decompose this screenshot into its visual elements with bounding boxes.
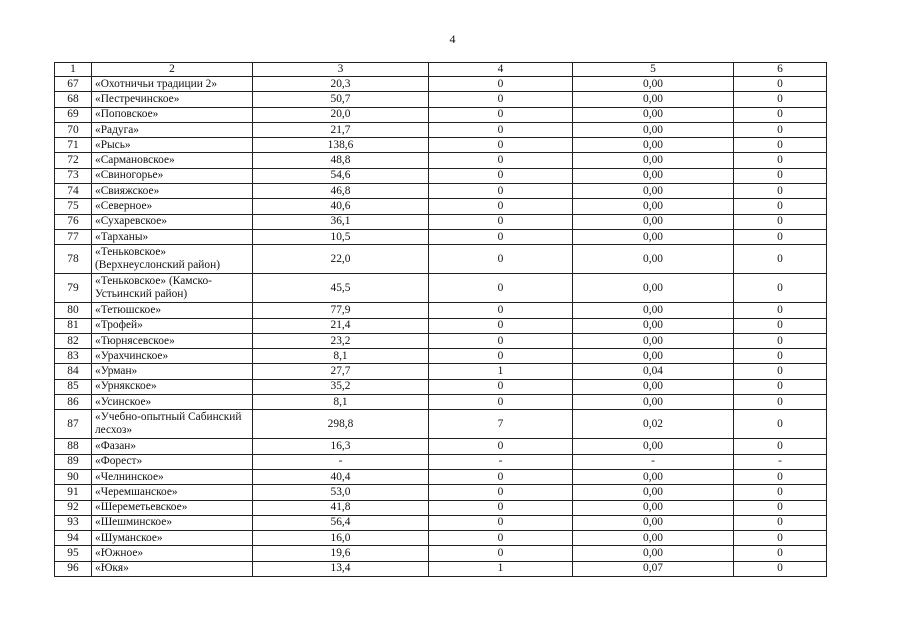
row-number-cell: 74 <box>55 184 92 199</box>
row-name-cell: «Фазан» <box>92 439 253 454</box>
row-value-cell-4: 0 <box>429 395 573 410</box>
row-name-cell: «Теньковское» (Камско-Устьинский район) <box>92 274 253 303</box>
row-number-cell: 80 <box>55 303 92 318</box>
row-value-cell-5: 0,00 <box>573 245 734 274</box>
row-value-cell-4: 0 <box>429 469 573 484</box>
row-value-cell-3: 77,9 <box>253 303 429 318</box>
row-value-cell-3: 56,4 <box>253 515 429 530</box>
row-number-cell: 73 <box>55 168 92 183</box>
row-value-cell-4: 0 <box>429 485 573 500</box>
row-value-cell-5: 0,00 <box>573 214 734 229</box>
row-name-cell: «Юкя» <box>92 561 253 576</box>
row-value-cell-5: 0,00 <box>573 77 734 92</box>
row-number-cell: 91 <box>55 485 92 500</box>
row-number-cell: 96 <box>55 561 92 576</box>
row-value-cell-3: 19,6 <box>253 546 429 561</box>
row-number-cell: 94 <box>55 531 92 546</box>
row-value-cell-3: 23,2 <box>253 333 429 348</box>
row-value-cell-3: 40,4 <box>253 469 429 484</box>
row-name-cell: «Свияжское» <box>92 184 253 199</box>
row-value-cell-4: 0 <box>429 500 573 515</box>
row-value-cell-4: 0 <box>429 199 573 214</box>
row-value-cell-5: 0,02 <box>573 410 734 439</box>
row-name-cell: «Северное» <box>92 199 253 214</box>
row-name-cell: «Урахчинское» <box>92 349 253 364</box>
row-value-cell-4: 1 <box>429 561 573 576</box>
table-row <box>55 318 827 333</box>
table-row <box>55 349 827 364</box>
row-number-cell: 85 <box>55 379 92 394</box>
row-value-cell-6: 0 <box>734 469 827 484</box>
row-name-cell: «Охотничьи традиции 2» <box>92 77 253 92</box>
table-row <box>55 410 827 439</box>
row-value-cell-5: 0,00 <box>573 229 734 244</box>
row-value-cell-5: 0,00 <box>573 274 734 303</box>
table-row <box>55 546 827 561</box>
row-value-cell-3: - <box>253 454 429 469</box>
row-value-cell-5: 0,00 <box>573 303 734 318</box>
row-value-cell-4: - <box>429 454 573 469</box>
row-value-cell-6: 0 <box>734 439 827 454</box>
row-value-cell-6: 0 <box>734 153 827 168</box>
row-value-cell-5: 0,00 <box>573 107 734 122</box>
row-value-cell-5: 0,00 <box>573 500 734 515</box>
row-value-cell-5: 0,00 <box>573 168 734 183</box>
header-cell-2: 2 <box>92 63 253 77</box>
row-value-cell-4: 0 <box>429 229 573 244</box>
row-value-cell-6: 0 <box>734 546 827 561</box>
table-row <box>55 274 827 303</box>
row-number-cell: 88 <box>55 439 92 454</box>
row-value-cell-4: 0 <box>429 138 573 153</box>
row-value-cell-3: 138,6 <box>253 138 429 153</box>
header-cell-3: 3 <box>253 63 429 77</box>
row-value-cell-5: 0,00 <box>573 439 734 454</box>
row-value-cell-5: 0,04 <box>573 364 734 379</box>
row-name-cell: «Челнинское» <box>92 469 253 484</box>
row-value-cell-3: 298,8 <box>253 410 429 439</box>
row-value-cell-4: 0 <box>429 349 573 364</box>
table-row <box>55 515 827 530</box>
row-name-cell: «Свиногорье» <box>92 168 253 183</box>
header-cell-5: 5 <box>573 63 734 77</box>
table-row <box>55 122 827 137</box>
row-value-cell-6: 0 <box>734 379 827 394</box>
row-number-cell: 81 <box>55 318 92 333</box>
row-value-cell-3: 36,1 <box>253 214 429 229</box>
row-value-cell-6: 0 <box>734 184 827 199</box>
table-row <box>55 245 827 274</box>
row-value-cell-3: 16,3 <box>253 439 429 454</box>
table-row <box>55 199 827 214</box>
table-row <box>55 364 827 379</box>
row-value-cell-3: 45,5 <box>253 274 429 303</box>
row-value-cell-4: 0 <box>429 168 573 183</box>
row-number-cell: 79 <box>55 274 92 303</box>
table-row <box>55 469 827 484</box>
table-row <box>55 531 827 546</box>
row-name-cell: «Теньковское» (Верхнеуслонский район) <box>92 245 253 274</box>
header-cell-4: 4 <box>429 63 573 77</box>
row-value-cell-6: 0 <box>734 168 827 183</box>
row-value-cell-4: 0 <box>429 515 573 530</box>
row-value-cell-6: 0 <box>734 561 827 576</box>
row-value-cell-4: 0 <box>429 122 573 137</box>
row-value-cell-6: 0 <box>734 515 827 530</box>
row-name-cell: «Рысь» <box>92 138 253 153</box>
row-number-cell: 69 <box>55 107 92 122</box>
row-value-cell-6: 0 <box>734 138 827 153</box>
row-name-cell: «Форест» <box>92 454 253 469</box>
row-number-cell: 70 <box>55 122 92 137</box>
row-value-cell-4: 0 <box>429 92 573 107</box>
row-value-cell-4: 0 <box>429 439 573 454</box>
row-value-cell-4: 0 <box>429 318 573 333</box>
row-value-cell-5: 0,00 <box>573 318 734 333</box>
row-value-cell-6: 0 <box>734 214 827 229</box>
row-number-cell: 68 <box>55 92 92 107</box>
row-value-cell-5: 0,00 <box>573 122 734 137</box>
row-name-cell: «Радуга» <box>92 122 253 137</box>
row-value-cell-6: 0 <box>734 500 827 515</box>
table-row <box>55 153 827 168</box>
row-value-cell-4: 0 <box>429 107 573 122</box>
row-name-cell: «Тарханы» <box>92 229 253 244</box>
row-name-cell: «Урман» <box>92 364 253 379</box>
table-row <box>55 333 827 348</box>
table-row <box>55 500 827 515</box>
row-number-cell: 78 <box>55 245 92 274</box>
row-value-cell-3: 21,4 <box>253 318 429 333</box>
row-value-cell-5: 0,00 <box>573 379 734 394</box>
row-value-cell-5: 0,00 <box>573 531 734 546</box>
row-value-cell-4: 0 <box>429 245 573 274</box>
row-name-cell: «Пестречинское» <box>92 92 253 107</box>
table-row <box>55 138 827 153</box>
row-value-cell-3: 53,0 <box>253 485 429 500</box>
row-number-cell: 72 <box>55 153 92 168</box>
row-value-cell-5: 0,07 <box>573 561 734 576</box>
row-value-cell-4: 7 <box>429 410 573 439</box>
table-row <box>55 184 827 199</box>
row-number-cell: 84 <box>55 364 92 379</box>
row-number-cell: 92 <box>55 500 92 515</box>
row-value-cell-4: 0 <box>429 333 573 348</box>
row-value-cell-4: 0 <box>429 184 573 199</box>
row-value-cell-3: 10,5 <box>253 229 429 244</box>
row-value-cell-5: 0,00 <box>573 395 734 410</box>
row-value-cell-5: 0,00 <box>573 184 734 199</box>
row-value-cell-3: 20,3 <box>253 77 429 92</box>
table-row <box>55 485 827 500</box>
row-value-cell-5: 0,00 <box>573 469 734 484</box>
row-number-cell: 76 <box>55 214 92 229</box>
row-value-cell-3: 54,6 <box>253 168 429 183</box>
row-name-cell: «Учебно-опытный Сабинский лесхоз» <box>92 410 253 439</box>
row-name-cell: «Усинское» <box>92 395 253 410</box>
row-value-cell-6: 0 <box>734 229 827 244</box>
row-number-cell: 83 <box>55 349 92 364</box>
row-value-cell-3: 35,2 <box>253 379 429 394</box>
table-row <box>55 561 827 576</box>
row-value-cell-6: 0 <box>734 364 827 379</box>
row-value-cell-3: 50,7 <box>253 92 429 107</box>
row-name-cell: «Шереметьевское» <box>92 500 253 515</box>
row-name-cell: «Сухаревское» <box>92 214 253 229</box>
row-name-cell: «Черемшанское» <box>92 485 253 500</box>
row-value-cell-6: 0 <box>734 349 827 364</box>
row-value-cell-5: 0,00 <box>573 485 734 500</box>
row-value-cell-3: 21,7 <box>253 122 429 137</box>
table-row <box>55 168 827 183</box>
row-value-cell-5: 0,00 <box>573 153 734 168</box>
row-value-cell-3: 22,0 <box>253 245 429 274</box>
row-value-cell-4: 0 <box>429 274 573 303</box>
row-value-cell-5: 0,00 <box>573 138 734 153</box>
row-value-cell-6: 0 <box>734 92 827 107</box>
row-value-cell-4: 1 <box>429 364 573 379</box>
page-number: 4 <box>449 32 456 46</box>
row-value-cell-3: 13,4 <box>253 561 429 576</box>
row-value-cell-6: 0 <box>734 410 827 439</box>
row-number-cell: 75 <box>55 199 92 214</box>
data-table <box>54 62 827 577</box>
table-row <box>55 439 827 454</box>
row-value-cell-5: 0,00 <box>573 515 734 530</box>
row-value-cell-5: 0,00 <box>573 199 734 214</box>
row-value-cell-3: 46,8 <box>253 184 429 199</box>
row-name-cell: «Урнякское» <box>92 379 253 394</box>
row-value-cell-6: - <box>734 454 827 469</box>
row-name-cell: «Шуманское» <box>92 531 253 546</box>
table-row <box>55 395 827 410</box>
table-row <box>55 229 827 244</box>
row-value-cell-4: 0 <box>429 153 573 168</box>
table-row <box>55 379 827 394</box>
header-cell-1: 1 <box>55 63 92 77</box>
table-row <box>55 92 827 107</box>
row-number-cell: 77 <box>55 229 92 244</box>
row-value-cell-5: 0,00 <box>573 349 734 364</box>
row-value-cell-6: 0 <box>734 107 827 122</box>
row-name-cell: «Шешминское» <box>92 515 253 530</box>
row-value-cell-5: - <box>573 454 734 469</box>
row-value-cell-3: 41,8 <box>253 500 429 515</box>
row-name-cell: «Поповское» <box>92 107 253 122</box>
row-value-cell-6: 0 <box>734 485 827 500</box>
row-name-cell: «Трофей» <box>92 318 253 333</box>
header-cell-6: 6 <box>734 63 827 77</box>
row-value-cell-6: 0 <box>734 122 827 137</box>
row-number-cell: 71 <box>55 138 92 153</box>
table-row <box>55 454 827 469</box>
row-number-cell: 95 <box>55 546 92 561</box>
row-value-cell-3: 20,0 <box>253 107 429 122</box>
row-value-cell-4: 0 <box>429 303 573 318</box>
row-number-cell: 93 <box>55 515 92 530</box>
row-value-cell-6: 0 <box>734 395 827 410</box>
table-row <box>55 77 827 92</box>
row-value-cell-4: 0 <box>429 214 573 229</box>
row-number-cell: 89 <box>55 454 92 469</box>
row-value-cell-3: 27,7 <box>253 364 429 379</box>
row-number-cell: 90 <box>55 469 92 484</box>
row-value-cell-3: 40,6 <box>253 199 429 214</box>
row-name-cell: «Сармановское» <box>92 153 253 168</box>
row-value-cell-4: 0 <box>429 77 573 92</box>
row-value-cell-6: 0 <box>734 333 827 348</box>
row-number-cell: 87 <box>55 410 92 439</box>
table-body <box>55 63 827 577</box>
row-value-cell-3: 8,1 <box>253 395 429 410</box>
row-value-cell-6: 0 <box>734 303 827 318</box>
row-value-cell-3: 8,1 <box>253 349 429 364</box>
table-row <box>55 214 827 229</box>
row-value-cell-6: 0 <box>734 245 827 274</box>
table-row <box>55 303 827 318</box>
row-value-cell-6: 0 <box>734 199 827 214</box>
row-name-cell: «Тетюшское» <box>92 303 253 318</box>
row-value-cell-5: 0,00 <box>573 333 734 348</box>
table-row <box>55 107 827 122</box>
row-number-cell: 82 <box>55 333 92 348</box>
row-value-cell-4: 0 <box>429 546 573 561</box>
row-value-cell-6: 0 <box>734 531 827 546</box>
row-value-cell-6: 0 <box>734 77 827 92</box>
row-name-cell: «Южное» <box>92 546 253 561</box>
row-name-cell: «Тюрнясевское» <box>92 333 253 348</box>
table-header-row <box>55 63 827 77</box>
row-value-cell-5: 0,00 <box>573 546 734 561</box>
row-number-cell: 86 <box>55 395 92 410</box>
row-value-cell-3: 16,0 <box>253 531 429 546</box>
row-value-cell-4: 0 <box>429 379 573 394</box>
row-value-cell-6: 0 <box>734 318 827 333</box>
row-value-cell-3: 48,8 <box>253 153 429 168</box>
row-value-cell-4: 0 <box>429 531 573 546</box>
row-value-cell-5: 0,00 <box>573 92 734 107</box>
row-number-cell: 67 <box>55 77 92 92</box>
row-value-cell-6: 0 <box>734 274 827 303</box>
